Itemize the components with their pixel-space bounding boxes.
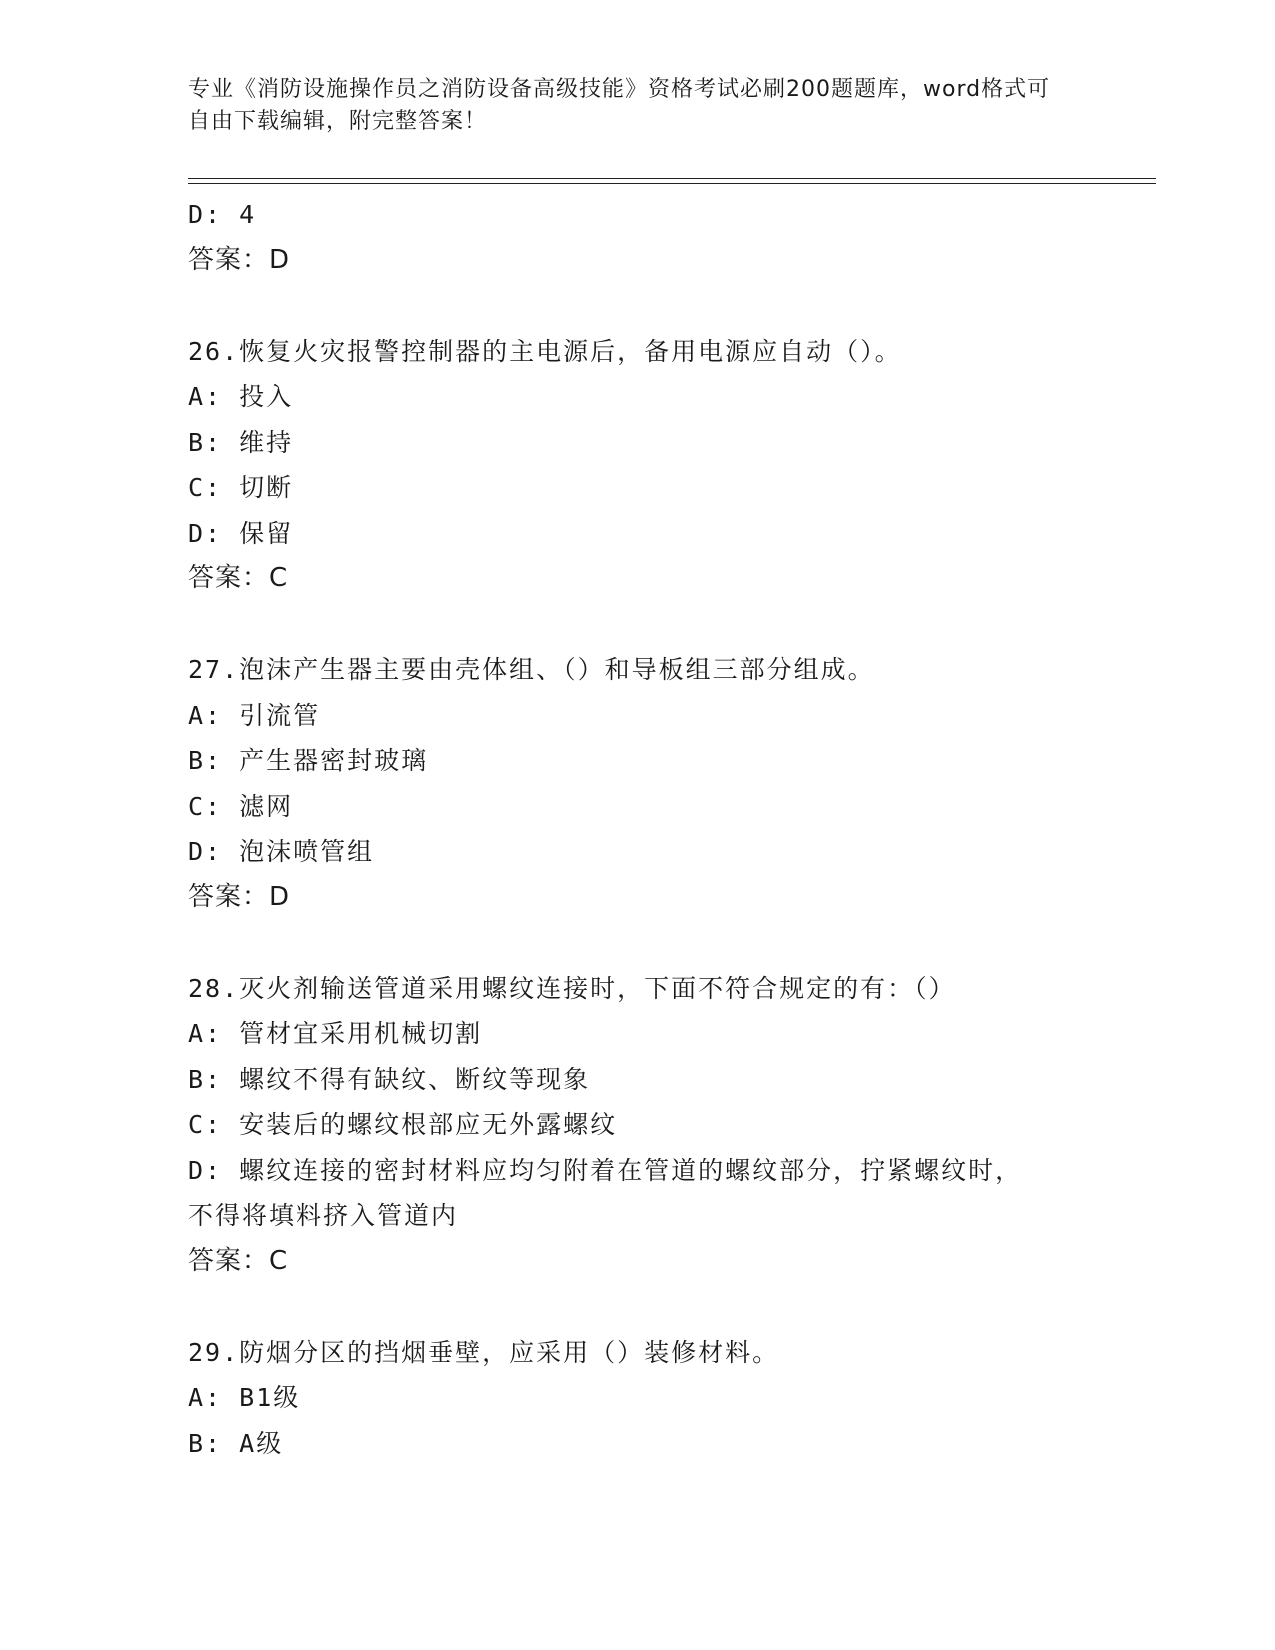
option-b: B: 螺纹不得有缺纹、断纹等现象 xyxy=(188,1064,591,1094)
question-stem: 26.恢复火灾报警控制器的主电源后，备用电源应自动（）。 xyxy=(188,336,902,366)
question-27 xyxy=(188,647,1088,920)
option-a: A: 投入 xyxy=(188,382,294,411)
option-c: C: 切断 xyxy=(188,473,294,502)
option-c: C: 滤网 xyxy=(188,791,294,821)
answer: 答案：C xyxy=(188,563,289,593)
spacer xyxy=(188,602,1088,648)
option-b: B: 维持 xyxy=(188,427,294,457)
spacer xyxy=(188,283,1088,329)
option-b: B: 产生器密封玻璃 xyxy=(188,746,429,775)
option-d: D: 保留 xyxy=(188,518,294,548)
question-28 xyxy=(188,966,1088,1285)
question-26 xyxy=(188,329,1088,602)
option-c: C: 安装后的螺纹根部应无外露螺纹 xyxy=(188,1110,618,1139)
header-rule-top xyxy=(188,178,1156,179)
answer: 答案：D xyxy=(188,881,291,912)
question-list xyxy=(188,192,1088,1466)
answer: 答案：D xyxy=(188,244,291,275)
question-stem: 27.泡沫产生器主要由壳体组、（）和导板组三部分组成。 xyxy=(188,655,875,684)
option-d: D: 螺纹连接的密封材料应均匀附着在管道的螺纹部分，拧紧螺纹时， xyxy=(188,1155,1023,1185)
spacer xyxy=(188,1284,1088,1330)
option-a: A: 管材宜采用机械切割 xyxy=(188,1019,483,1048)
option-b: B: A级 xyxy=(188,1428,284,1458)
option-d: D: 泡沫喷管组 xyxy=(188,837,375,866)
option-d-continuation: 不得将填料挤入管道内 xyxy=(188,1201,459,1230)
option-a: A: 引流管 xyxy=(188,700,321,730)
document-header: 专业《消防设施操作员之消防设备高级技能》资格考试必刷200题题库，word格式可自由下载编辑，附完整答案！ xyxy=(188,77,1051,134)
spacer xyxy=(188,920,1088,966)
question-stem: 29.防烟分区的挡烟垂壁，应采用（）装修材料。 xyxy=(188,1337,780,1367)
header-rule-bottom xyxy=(188,183,1156,184)
answer: 答案：C xyxy=(188,1245,289,1276)
question-stem: 28.灭火剂输送管道采用螺纹连接时，下面不符合规定的有：（） xyxy=(188,973,956,1003)
option-a: A: B1级 xyxy=(188,1383,301,1412)
option-d: D: 4 xyxy=(188,200,257,229)
question-29 xyxy=(188,1330,1088,1467)
